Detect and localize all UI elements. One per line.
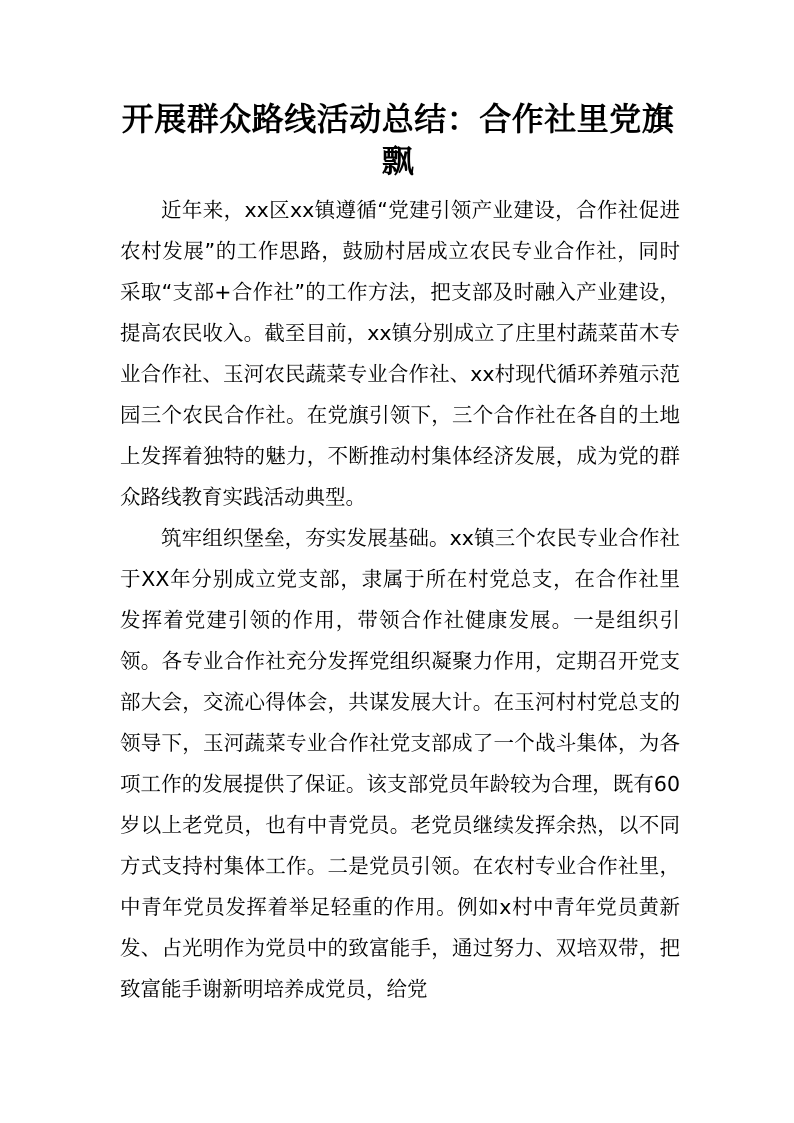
document-body (120, 190, 680, 1010)
document-title: 开展群众路线活动总结：合作社里党旗飘 (121, 100, 675, 180)
paragraph-1: 近年来，xx区xx镇遵循“党建引领产业建设，合作社促进农村发展”的工作思路，鼓励村居成立农民专业合作社，同时采取“支部+合作社”的工作方法，把支部及时融入产业建设，提高农民收入。截至目前，xx镇分别成立了庄里村蔬菜苗木专业合作社、玉河农民蔬菜专业合作社、xx村现代循环养殖示范园三个农民合作社。在党旗引领下，三个合作社在各自的土地上发挥着独特的魅力，不断推动村集体经济发展，成为党的群众路线教育实践活动典型。 (120, 198, 680, 509)
paragraph-2: 筑牢组织堡垒，夯实发展基础。xx镇三个农民专业合作社于XX年分别成立党支部，隶属于所在村党总支，在合作社里发挥着党建引领的作用，带领合作社健康发展。一是组织引领。各专业合作社充分发挥党组织凝聚力作用，定期召开党支部大会，交流心得体会，共谋发展大计。在玉河村村党总支的领导下，玉河蔬菜专业合作社党支部成了一个战斗集体，为各项工作的发展提供了保证。该支部党员年龄较为合理，既有60岁以上老党员，也有中青党员。老党员继续发挥余热，以不同方式支持村集体工作。二是党员引领。在农村专业合作社里，中青年党员发挥着举足轻重的作用。例如x村中青年党员黄新发、占光明作为党员中的致富能手，通过努力、双培双带，把致富能手谢新明培养成党员，给党 (120, 526, 680, 1001)
